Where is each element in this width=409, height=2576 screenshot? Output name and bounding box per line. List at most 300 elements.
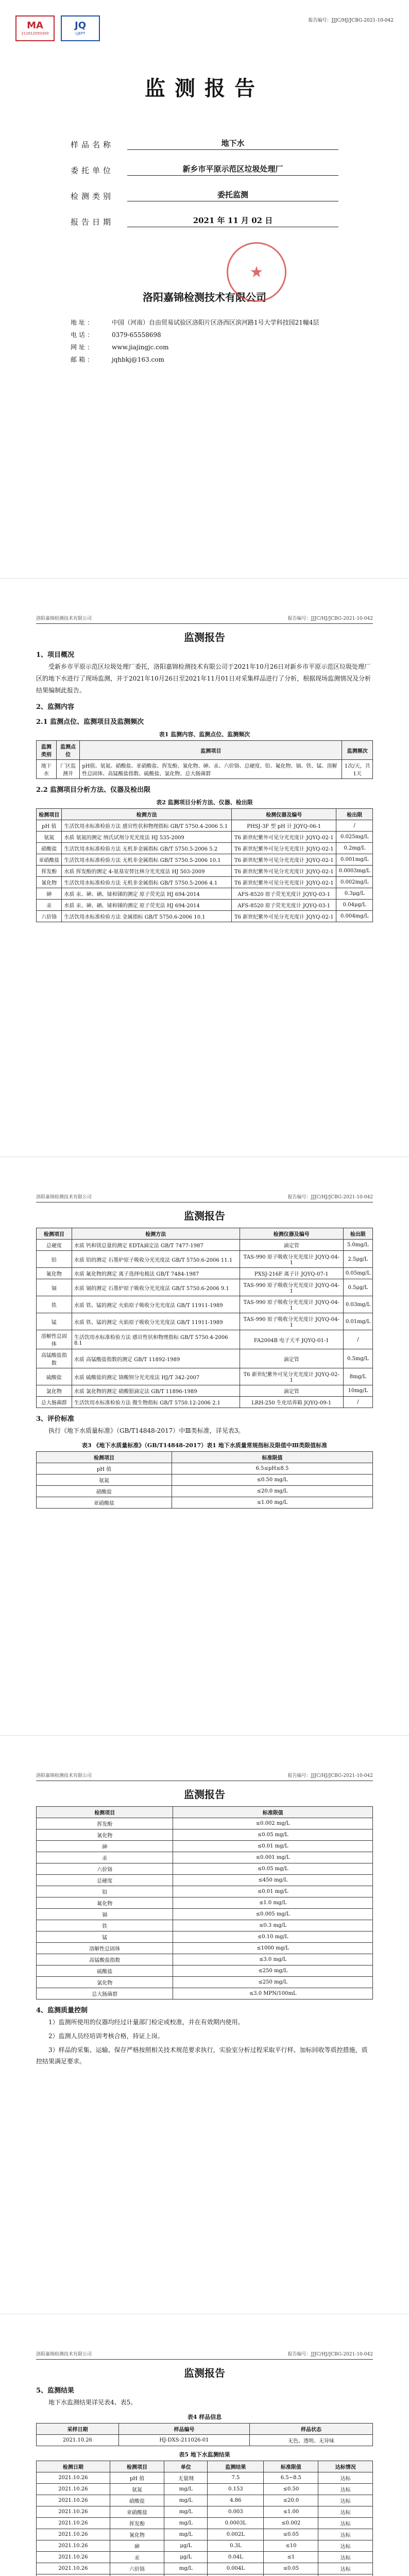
cover-organization: 洛阳嘉锦检测技术有限公司 xyxy=(143,291,266,303)
field-key: 报告日期 xyxy=(71,217,114,227)
standard-limit-table-continued xyxy=(36,1806,373,1999)
column-header: 样品编号 xyxy=(119,2423,250,2434)
table-cell: ≤0.002 xyxy=(264,2517,318,2529)
table-cell: 水质 汞、砷、硒、铋和锑的测定 原子荧光法 HJ 694-2014 xyxy=(62,888,232,900)
table-cell: ≤1 xyxy=(264,2551,318,2563)
table-cell: PXSJ-216F 离子计 JQYQ-07-1 xyxy=(240,1268,343,1279)
table-cell: 氰化物 xyxy=(37,1829,173,1841)
table-cell: ≤1.00 mg/L xyxy=(172,1497,372,1508)
table-cell: 氰化物 xyxy=(110,2529,164,2540)
table-cell: 0.0003mg/L xyxy=(336,866,373,877)
table-row xyxy=(37,2517,373,2529)
table-cell: 厂区监测井 xyxy=(56,760,79,779)
table-cell: 亚硝酸盐 xyxy=(37,854,62,866)
table-cell: ≤0.05 xyxy=(264,2529,318,2540)
table-cell: mg/L xyxy=(164,2563,208,2574)
cover-contacts xyxy=(71,316,338,366)
table-cell xyxy=(208,2574,264,2576)
table-row xyxy=(37,2540,373,2551)
table-cell: pH 值 xyxy=(37,1463,172,1474)
table-cell: 1次/天，共1天 xyxy=(342,760,373,779)
table-cell: 0.04μg/L xyxy=(336,900,373,911)
header-right: 报告编号：JJJC/HJ/JCBG-2021-10-042 xyxy=(287,1773,373,1778)
field-value: 地下水 xyxy=(127,138,338,150)
table-row xyxy=(37,2551,373,2563)
column-header: 监测类别 xyxy=(37,741,57,760)
table-caption: 表4 样品信息 xyxy=(187,2413,222,2420)
table-cell: 水质 铅的测定 石墨炉原子吸收分光光度法 GB/T 5750.6-2006 11.1 xyxy=(72,1251,240,1268)
table-cell: μg/L xyxy=(164,2540,208,2551)
table-row xyxy=(37,911,373,922)
table-cell: TAS-990 原子吸收分光光度计 JQYQ-04-1 xyxy=(240,1296,343,1313)
table-cell xyxy=(164,2574,208,2576)
table-cell xyxy=(37,2574,110,2576)
cover-title: 监测报告 xyxy=(145,76,264,100)
section-heading: 1、项目概况 xyxy=(36,651,75,659)
table-cell: 6.5≤pH≤8.5 xyxy=(172,1463,372,1474)
table-row xyxy=(37,1463,373,1474)
table-row xyxy=(37,877,373,888)
table-cell: mg/L xyxy=(164,2495,208,2506)
results-paragraph: 地下水监测结果详见表4、表5。 xyxy=(48,2399,137,2406)
table-row xyxy=(37,1474,373,1485)
table-cell: / xyxy=(343,1330,372,1349)
table-cell: 铁 xyxy=(37,1296,72,1313)
page-header xyxy=(36,1772,373,1781)
table-cell: 0.3μg/L xyxy=(336,888,373,900)
table-row xyxy=(37,2472,373,2483)
table-cell: T6 新世纪紫外可见分光光度计 JQYQ-02-1 xyxy=(240,1368,343,1385)
contact-value: www.jiajingjc.com xyxy=(112,344,169,351)
table-row xyxy=(37,843,373,854)
table-row xyxy=(37,1829,373,1841)
table-header-row xyxy=(37,1451,373,1463)
table-row xyxy=(37,2434,373,2446)
qc-item: 3）样品的采集、运输、保存严格按照相关技术规范要求执行，实验室分析过程采取平行样、加标回收等质控措施，质控结果满足要求。 xyxy=(36,2046,368,2065)
table-row xyxy=(37,1385,373,1397)
column-header: 单位 xyxy=(164,2461,208,2472)
page-header xyxy=(36,2350,373,2360)
table-cell: ≤20.0 mg/L xyxy=(172,1485,372,1497)
intro-paragraph: 受新乡市平原示范区垃圾处理厂委托，洛阳嘉锦检测技术有限公司于2021年10月26日对新乡市平原示范区垃圾处理厂区的地下水进行了现场监测，并于2021年10月26日至2021年11月01日对采集样品进行了分析，根据现场监测情况及分析结果编制此报告。 xyxy=(36,663,371,694)
table-cell: 生活饮用水标准检验方法 金属指标 GB/T 5750.6-2006 10.1 xyxy=(62,911,232,922)
table-cell: 硝酸盐 xyxy=(110,2495,164,2506)
table-cell: 水质 铁、锰的测定 火焰原子吸收分光光度法 GB/T 11911-1989 xyxy=(72,1313,240,1330)
table-cell: 水质 钙和镁总量的测定 EDTA滴定法 GB/T 7477-1987 xyxy=(72,1240,240,1251)
cma-logo-number: 211612050300 xyxy=(21,31,49,36)
standard-paragraph: 执行《地下水质量标准》（GB/T14848-2017）中Ⅲ类标准，详见表3。 xyxy=(48,1427,245,1434)
table-header-row xyxy=(37,741,373,760)
table-cell: 8mg/L xyxy=(343,1368,372,1385)
table-cell: 铁 xyxy=(37,1920,173,1931)
table-row xyxy=(37,1841,373,1852)
table-cell: ≤0.01 mg/L xyxy=(173,1841,373,1852)
table-cell xyxy=(110,2574,164,2576)
table-cell: 总大肠菌群 xyxy=(37,1988,173,1999)
table-cell: ≤0.05 mg/L xyxy=(173,1863,373,1875)
page-title: 监测报告 xyxy=(184,1788,225,1801)
column-header: 采样日期 xyxy=(37,2423,119,2434)
table-cell: 2021.10.26 xyxy=(37,2506,110,2517)
table-cell: mg/L xyxy=(164,2529,208,2540)
section-heading: 3、评价标准 xyxy=(36,1415,75,1423)
table-cell: 生活饮用水标准检验方法 感官性状和物理指标 GB/T 5750.4-2006 5.1 xyxy=(62,820,232,832)
table-row xyxy=(37,1977,373,1988)
table-cell: ≤0.05 xyxy=(264,2563,318,2574)
table-cell: 2021.10.26 xyxy=(37,2495,110,2506)
table-cell: 达标 xyxy=(318,2472,373,2483)
table-cell: mg/L xyxy=(164,2506,208,2517)
table-cell: ≤0.50 xyxy=(264,2483,318,2495)
header-right: 报告编号：JJJC/HJ/JCBG-2021-10-042 xyxy=(287,1195,373,1200)
table-cell: 氨氮 xyxy=(110,2483,164,2495)
header-right: 报告编号：JJJC/HJ/JCBG-2021-10-042 xyxy=(287,616,373,621)
table-cell: 汞 xyxy=(37,1852,173,1863)
table-cell: PHSJ-3F 型 pH 计 JQYQ-06-1 xyxy=(232,820,336,832)
table-cell: AFS-8520 原子荧光光度计 JQYQ-03-1 xyxy=(232,900,336,911)
table-row xyxy=(37,1852,373,1863)
table-cell: ≤0.10 mg/L xyxy=(173,1931,373,1943)
table-row xyxy=(37,2529,373,2540)
table-cell: 2021.10.26 xyxy=(37,2517,110,2529)
table-cell: 砷 xyxy=(110,2540,164,2551)
contact-row xyxy=(71,329,338,341)
table-cell: 达标 xyxy=(318,2529,373,2540)
table-cell: 0.004L xyxy=(208,2563,264,2574)
table-cell: ≤0.01 mg/L xyxy=(173,1886,373,1897)
table-cell: 氨氮 xyxy=(37,832,62,843)
table-row xyxy=(37,2495,373,2506)
table-cell: μg/L xyxy=(164,2551,208,2563)
column-header: 检测方法 xyxy=(62,809,232,820)
table-cell: T6 新世纪紫外可见分光光度计 JQYQ-02-1 xyxy=(232,854,336,866)
monitoring-content-table xyxy=(36,740,373,779)
cover-field xyxy=(71,215,338,227)
table-cell: 2021.10.26 xyxy=(37,2434,119,2446)
column-header: 检测方法 xyxy=(72,1228,240,1240)
table-cell: 六价铬 xyxy=(110,2563,164,2574)
table-header-row xyxy=(37,809,373,820)
table-cell: 高锰酸盐指数 xyxy=(37,1349,72,1368)
field-value: 新乡市平原示范区垃圾处理厂 xyxy=(127,163,338,176)
table-cell: 镉 xyxy=(37,1279,72,1296)
column-header: 检测仪器及编号 xyxy=(232,809,336,820)
cma-logo-text: MA xyxy=(27,20,43,31)
table-cell: pH值、氨氮、硝酸盐、亚硝酸盐、挥发酚、氰化物、砷、汞、六价铬、总硬度、铅、氟化物、镉、铁、锰、溶解性总固体、高锰酸盐指数、硫酸盐、氯化物、总大肠菌群 xyxy=(80,760,342,779)
column-header: 达标情况 xyxy=(318,2461,373,2472)
table-row xyxy=(37,2563,373,2574)
table-cell: 亚硝酸盐 xyxy=(110,2506,164,2517)
table-row xyxy=(37,1497,373,1508)
sample-info-table xyxy=(36,2423,373,2446)
table-cell: 4.86 xyxy=(208,2495,264,2506)
table-cell: ≤3.0 mg/L xyxy=(173,1954,373,1965)
table-row xyxy=(37,2483,373,2495)
table-caption: 表2 监测项目分析方法、仪器、检出限 xyxy=(156,799,253,806)
table-row xyxy=(37,1313,373,1330)
page-title: 监测报告 xyxy=(184,1210,225,1222)
table-cell: 六价铬 xyxy=(37,1863,173,1875)
contact-row xyxy=(71,353,338,366)
field-value: 2021 年 11 月 02 日 xyxy=(127,215,338,227)
table-cell: 2021.10.26 xyxy=(37,2483,110,2495)
table-cell: 达标 xyxy=(318,2495,373,2506)
table-cell: ≤250 mg/L xyxy=(173,1965,373,1977)
table-cell: ≤0.05 mg/L xyxy=(173,1829,373,1841)
table-cell: 硫酸盐 xyxy=(37,1368,72,1385)
cover-field xyxy=(71,189,338,201)
table-cell: 0.002mg/L xyxy=(336,877,373,888)
table-cell: 0.5μg/L xyxy=(343,1279,372,1296)
table-row xyxy=(37,1875,373,1886)
page-title: 监测报告 xyxy=(184,2367,225,2379)
table-row xyxy=(37,1330,373,1349)
standard-limit-table xyxy=(36,1451,373,1509)
table-cell: 0.2mg/L xyxy=(336,843,373,854)
table-cell: 0.01mg/L xyxy=(343,1313,372,1330)
table-cell: 亚硝酸盐 xyxy=(37,1497,172,1508)
table-cell: 生活饮用水标准检验方法 微生物指标 GB/T 5750.12-2006 2.1 xyxy=(72,1397,240,1408)
column-header: 标准限值 xyxy=(264,2461,318,2472)
field-key: 检测类别 xyxy=(71,192,114,201)
table-cell: 无量纲 xyxy=(164,2472,208,2483)
table-cell: pH 值 xyxy=(37,820,62,832)
table-cell: 挥发酚 xyxy=(37,866,62,877)
report-number-label: 报告编号： xyxy=(308,18,332,23)
table-cell: 水质 汞、砷、硒、铋和锑的测定 原子荧光法 HJ 694-2014 xyxy=(62,900,232,911)
report-page-3 xyxy=(0,1157,409,1736)
table-cell: 地下水 xyxy=(37,760,57,779)
table-row xyxy=(37,866,373,877)
table-cell: 2021.10.26 xyxy=(37,2551,110,2563)
table-cell: 0.5mg/L xyxy=(343,1349,372,1368)
column-header: 监测点位 xyxy=(56,741,79,760)
table-cell: 6.5~8.5 xyxy=(264,2472,318,2483)
table-cell: 生活饮用水标准检验方法 无机非金属指标 GB/T 5750.5-2006 5.2 xyxy=(62,843,232,854)
contact-row xyxy=(71,341,338,353)
table-cell: T6 新世纪紫外可见分光光度计 JQYQ-02-1 xyxy=(232,877,336,888)
header-left: 洛阳嘉锦检测技术有限公司 xyxy=(36,1195,92,1200)
table-row xyxy=(37,1965,373,1977)
table-cell: 硝酸盐 xyxy=(37,843,62,854)
table-cell: 0.003 xyxy=(208,2506,264,2517)
table-cell: pH 值 xyxy=(110,2472,164,2483)
column-header: 标准限值 xyxy=(172,1451,372,1463)
jq-logo-text: JQ xyxy=(75,20,86,31)
table-cell: 滴定管 xyxy=(240,1385,343,1397)
table-cell: ≤1000 mg/L xyxy=(173,1943,373,1954)
table-cell: 高锰酸盐指数 xyxy=(37,1954,173,1965)
column-header: 检测项目 xyxy=(110,2461,164,2472)
table-header-row xyxy=(37,1807,373,1818)
column-header: 标准限值 xyxy=(173,1807,373,1818)
page-header xyxy=(36,615,373,624)
table-row xyxy=(37,1397,373,1408)
table-cell: ≤250 mg/L xyxy=(173,1977,373,1988)
table-row xyxy=(37,888,373,900)
table-row xyxy=(37,1954,373,1965)
analysis-method-table xyxy=(36,808,373,922)
report-page-2 xyxy=(0,579,409,1157)
table-cell: 生活饮用水标准检验方法 感官性状和物理指标 GB/T 5750.4-2006 8.1 xyxy=(72,1330,240,1349)
table-cell: 0.03mg/L xyxy=(343,1296,372,1313)
report-page-4 xyxy=(0,1736,409,2314)
table-cell: 达标 xyxy=(318,2540,373,2551)
table-cell: / xyxy=(343,1397,372,1408)
table-cell: ≤450 mg/L xyxy=(173,1875,373,1886)
field-key: 样品名称 xyxy=(71,140,114,149)
table-cell: ≤3.0 MPN/100mL xyxy=(173,1988,373,1999)
table-cell: 总硬度 xyxy=(37,1875,173,1886)
cover-field xyxy=(71,138,338,150)
section-heading: 4、监测质量控制 xyxy=(36,2007,88,2014)
column-header: 检测日期 xyxy=(37,2461,110,2472)
table-row xyxy=(37,1279,373,1296)
column-header: 检测仪器及编号 xyxy=(240,1228,343,1240)
results-table xyxy=(36,2461,373,2576)
table-cell: 0.002L xyxy=(208,2529,264,2540)
table-cell: 0.05mg/L xyxy=(343,1268,372,1279)
table-cell: ≤0.50 mg/L xyxy=(172,1474,372,1485)
table-row xyxy=(37,1296,373,1313)
table-cell: 硫酸盐 xyxy=(37,1965,173,1977)
table-row xyxy=(37,854,373,866)
table-cell: TAS-990 原子吸收分光光度计 JQYQ-04-1 xyxy=(240,1279,343,1296)
jq-logo xyxy=(61,15,100,41)
table-cell: 氟化物 xyxy=(37,1897,173,1909)
company-seal-stamp xyxy=(227,242,286,302)
table-cell: 氯化物 xyxy=(37,1977,173,1988)
table-cell: 挥发酚 xyxy=(110,2517,164,2529)
table-cell: 水质 镉的测定 石墨炉原子吸收分光光度法 GB/T 5750.6-2006 9.1 xyxy=(72,1279,240,1296)
table-cell: 0.153 xyxy=(208,2483,264,2495)
table-row xyxy=(37,1349,373,1368)
table-cell: 镉 xyxy=(37,1909,173,1920)
contact-value: 0379-65558698 xyxy=(112,331,161,338)
table-cell: 达标 xyxy=(318,2563,373,2574)
table-cell: mg/L xyxy=(164,2517,208,2529)
table-row xyxy=(37,900,373,911)
contact-value: 中国（河南）自由贸易试验区洛阳片区洛西区滨河路1号大学科技园21幢4层 xyxy=(112,319,319,326)
table-cell: 达标 xyxy=(318,2551,373,2563)
qc-item: 2）监测人员经培训考核合格，持证上岗。 xyxy=(48,2032,164,2040)
cover-page xyxy=(0,0,409,579)
jq-logo-sub: LJEPT xyxy=(75,31,86,36)
table-row xyxy=(37,760,373,779)
contact-key: 电话： xyxy=(71,331,96,338)
table-row xyxy=(37,1485,373,1497)
header-left: 洛阳嘉锦检测技术有限公司 xyxy=(36,616,92,621)
column-header: 检测项目 xyxy=(37,1807,173,1818)
table-cell: 0.004mg/L xyxy=(336,911,373,922)
report-page-5 xyxy=(0,2314,409,2576)
table-row xyxy=(37,1818,373,1829)
table-cell: 铅 xyxy=(37,1251,72,1268)
table-cell: mg/L xyxy=(164,2483,208,2495)
table-cell: TAS-990 原子吸收分光光度计 JQYQ-04-1 xyxy=(240,1251,343,1268)
table-cell: 水质 铁、锰的测定 火焰原子吸收分光光度法 GB/T 11911-1989 xyxy=(72,1296,240,1313)
column-header: 监测项目 xyxy=(80,741,342,760)
table-row xyxy=(37,1909,373,1920)
table-cell: 砷 xyxy=(37,1841,173,1852)
subsection-heading: 2.1 监测点位、监测项目及监测频次 xyxy=(36,718,144,726)
table-cell: 水质 高锰酸盐指数的测定 GB/T 11892-1989 xyxy=(72,1349,240,1368)
table-row xyxy=(37,1943,373,1954)
table-row xyxy=(37,1920,373,1931)
table-caption: 表3 《地下水质量标准》（GB/T14848-2017）表1 地下水质量常规指标及限值中Ⅲ类限值标准 xyxy=(81,1442,328,1449)
table-cell: 滴定管 xyxy=(240,1349,343,1368)
cover-logos xyxy=(15,15,100,41)
table-header-row xyxy=(37,2423,373,2434)
table-cell: 2021.10.26 xyxy=(37,2540,110,2551)
cover-field xyxy=(71,163,338,176)
table-cell: FA2004B 电子天平 JQYQ-01-1 xyxy=(240,1330,343,1349)
table-row xyxy=(37,820,373,832)
table-caption: 表1 监测内容、监测点位、监测频次 xyxy=(159,731,250,738)
column-header: 检测项目 xyxy=(37,1228,72,1240)
table-cell: 挥发酚 xyxy=(37,1818,173,1829)
page-header xyxy=(36,1193,373,1202)
table-cell: 生活饮用水标准检验方法 无机非金属指标 GB/T 5750.5-2006 10.1 xyxy=(62,854,232,866)
section-heading: 5、监测结果 xyxy=(36,2387,75,2395)
table-cell: 水质 氨氮的测定 纳氏试剂分光光度法 HJ 535-2009 xyxy=(62,832,232,843)
table-cell: T6 新世纪紫外可见分光光度计 JQYQ-02-1 xyxy=(232,843,336,854)
table-row xyxy=(37,1268,373,1279)
contact-key: 地址： xyxy=(71,319,96,326)
table-cell: ≤1.0 mg/L xyxy=(173,1897,373,1909)
cma-logo xyxy=(15,15,55,41)
table-cell: 总硬度 xyxy=(37,1240,72,1251)
table-cell: 总大肠菌群 xyxy=(37,1397,72,1408)
table-cell: T6 新世纪紫外可见分光光度计 JQYQ-02-1 xyxy=(232,866,336,877)
cover-fields xyxy=(71,138,338,227)
report-number-value: JJJC/HJ/JCBG-2021-10-042 xyxy=(331,18,394,23)
table-cell: 锰 xyxy=(37,1313,72,1330)
cover-report-number xyxy=(308,18,394,25)
header-left: 洛阳嘉锦检测技术有限公司 xyxy=(36,2352,92,2357)
table-row xyxy=(37,1240,373,1251)
table-cell: 溶解性总固体 xyxy=(37,1943,173,1954)
table-cell: 达标 xyxy=(318,2506,373,2517)
table-cell: 汞 xyxy=(110,2551,164,2563)
seal-star-icon: ★ xyxy=(249,263,264,281)
column-header: 监测结果 xyxy=(208,2461,264,2472)
table-cell: / xyxy=(336,820,373,832)
analysis-method-table-continued xyxy=(36,1228,373,1408)
section-heading: 2、监测内容 xyxy=(36,703,75,711)
table-cell: T6 新世纪紫外可见分光光度计 JQYQ-02-1 xyxy=(232,832,336,843)
column-header: 检出限 xyxy=(343,1228,372,1240)
table-cell: T6 新世纪紫外可见分光光度计 JQYQ-02-1 xyxy=(232,911,336,922)
table-cell xyxy=(318,2574,373,2576)
qc-item: 1）监测所使用的仪器均经过计量部门检定或校准，并在有效期内使用。 xyxy=(48,2019,244,2026)
table-cell: 氟化物 xyxy=(37,1268,72,1279)
table-cell: 硝酸盐 xyxy=(37,1485,172,1497)
table-cell: 2021.10.26 xyxy=(37,2472,110,2483)
field-value: 委托监测 xyxy=(127,189,338,201)
table-cell: 0.04L xyxy=(208,2551,264,2563)
table-cell: 0.3L xyxy=(208,2540,264,2551)
header-right: 报告编号：JJJC/HJ/JCBG-2021-10-042 xyxy=(287,2352,373,2357)
table-header-row xyxy=(37,2461,373,2472)
header-left: 洛阳嘉锦检测技术有限公司 xyxy=(36,1773,92,1778)
column-header: 监测频次 xyxy=(342,741,373,760)
table-cell: 达标 xyxy=(318,2517,373,2529)
table-row xyxy=(37,1931,373,1943)
table-cell: 水质 挥发酚的测定 4-氨基安替比林分光光度法 HJ 503-2009 xyxy=(62,866,232,877)
table-cell: ≤0.3 mg/L xyxy=(173,1920,373,1931)
table-caption: 表5 地下水监测结果 xyxy=(179,2451,230,2458)
